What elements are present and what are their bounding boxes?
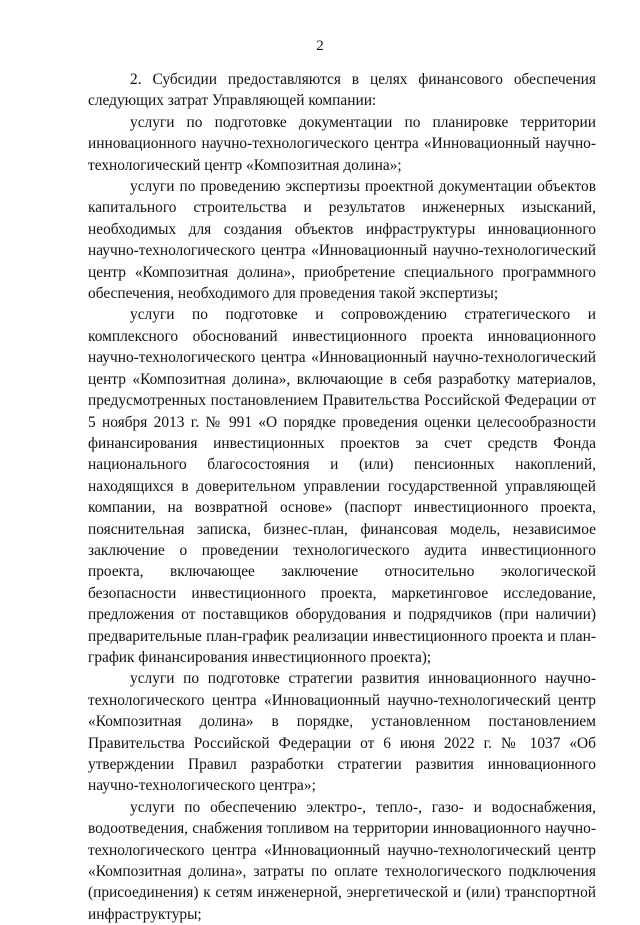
document-body: [88, 69, 596, 925]
paragraph-design-expertise: услуги по проведению экспертизы проектной документации объектов капитального строительства и результатов инженерных изысканий, необходимых для создания объектов инфраструктуры инновационного научно-технологического центра «Инновационный научно-технологический центр «Композитная долина», приобретение специального программного обеспечения, необходимого для проведения такой экспертизы;: [88, 178, 596, 303]
page-number: 2: [316, 38, 324, 54]
paragraph-subsidies-intro: 2. Субсидии предоставляются в целях финансового обеспечения следующих затрат Управляющей компании:: [88, 71, 596, 110]
paragraph-investment-justification: услуги по подготовке и сопровождению стратегического и комплексного обоснований инвестиционного проекта инновационного научно-технологического центра «Инновационный научно-технологический центр «Композитная долина», включающие в себя разработку материалов, предусмотренных постановлением Правительства Российской Федерации от 5 ноября 2013 г. № 991 «О порядке проведения оценки целесообразности финансирования инвестиционных проектов за счет средств Фонда национального благосостояния и (или) пенсионных накоплений, находящихся в доверительном управлении государственной управляющей компании, на возвратной основе» (паспорт инвестиционного проекта, пояснительная записка, бизнес-план, финансовая модель, независимое заключение о проведении технологического аудита инвестиционного проекта, включающее заключение относительно экологической безопасности инвестиционного проекта, маркетинговое исследование, предложения от поставщиков оборудования и подрядчиков (при наличии) предварительные план-график реализации инвестиционного проекта и план-график финансирования инвестиционного проекта);: [88, 306, 596, 666]
paragraph-development-strategy: услуги по подготовке стратегии развития инновационного научно-технологического центра «Инновационный научно-технологический центр «Композитная долина» в порядке, установленном постановлением Правительства Российской Федерации от 6 июня 2022 г. № 1037 «Об утверждении Правил разработки стратегии развития инновационного научно-технологического центра»;: [88, 670, 596, 795]
paragraph-planning-documentation: услуги по подготовке документации по планировке территории инновационного научно-технологического центра «Инновационный научно-технологический центр «Композитная долина»;: [88, 113, 596, 174]
paragraph-utilities-supply: услуги по обеспечению электро-, тепло-, газо- и водоснабжения, водоотведения, снабжения топливом на территории инновационного научно-технологического центра «Инновационный научно-технологический центр «Композитная долина», затраты по оплате технологического подключения (присоединения) к сетям инженерной, энергетической и (или) транспортной инфраструктуры;: [88, 798, 596, 923]
